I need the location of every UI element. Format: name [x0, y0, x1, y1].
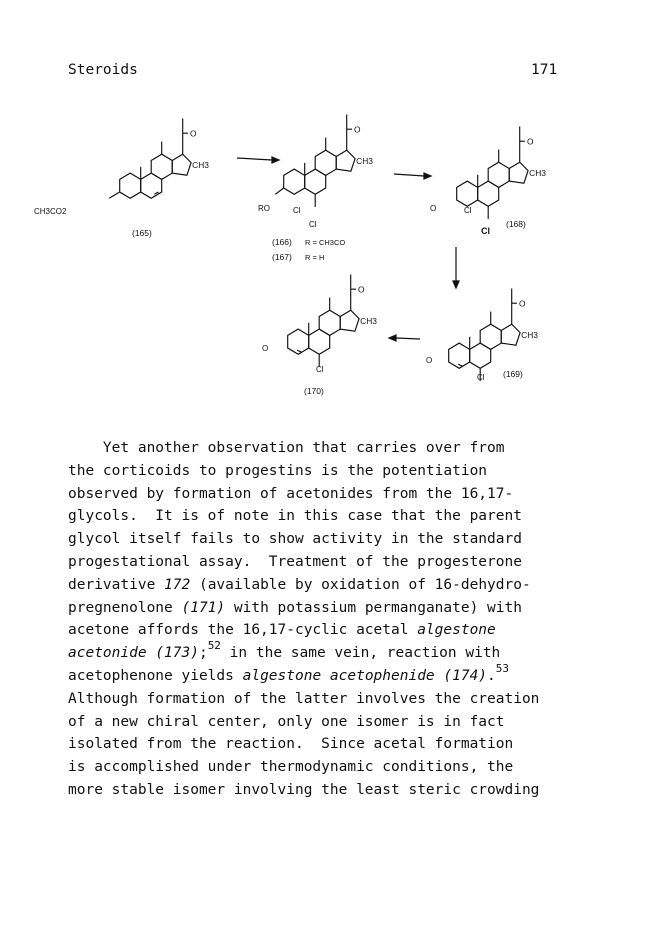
- text-line: pregnenolone (171) with potassium permanganate) with: [68, 599, 522, 616]
- compound-170: [288, 275, 378, 367]
- compound-166-167: [275, 115, 373, 207]
- running-head: Steroids: [68, 62, 138, 78]
- methyl-label: CH3: [521, 329, 538, 340]
- text-line: is accomplished under thermodynamic conditions, the: [68, 759, 514, 776]
- text-line: acetophenone yields algestone acetophenide (174).$^{53}$: [68, 662, 510, 684]
- double-bond-4-5: [297, 350, 301, 352]
- text-line: the corticoids to progestins is the potentiation: [68, 462, 488, 479]
- text-line: derivative 172 (available by oxidation of 16-dehydro-: [68, 576, 531, 593]
- label-167: (167): [272, 252, 292, 262]
- reaction-arrow-3: [453, 247, 459, 288]
- ring-oxo-label: O: [430, 204, 437, 213]
- text-line: acetone affords the 16,17-cyclic acetal algestone: [68, 622, 496, 639]
- label-169: (169): [503, 369, 523, 379]
- methyl-label: CH3: [529, 167, 546, 178]
- label-166: (166): [272, 237, 292, 247]
- ring-oxo-label: O: [262, 344, 269, 353]
- text-line: of a new chiral center, only one isomer is in fact: [68, 713, 505, 730]
- methyl-label: CH3: [360, 315, 377, 326]
- citation-52: 52: [207, 639, 221, 653]
- oxo-label: O: [354, 124, 361, 135]
- text-line: glycol itself fails to show activity in the standard: [68, 531, 522, 548]
- oxo-label: O: [190, 128, 197, 139]
- drug-name: algestone acetophenide (174): [242, 667, 488, 684]
- reaction-scheme: [0, 0, 653, 420]
- label-168: (168): [506, 219, 526, 229]
- compound-169: [449, 289, 539, 381]
- acetoxy-label: CH3CO2: [34, 207, 67, 216]
- ro-label: RO: [258, 204, 270, 213]
- methyl-label: CH3: [356, 155, 373, 166]
- chloro-5-label: Cl: [293, 206, 301, 215]
- chloro-6-label: Cl: [309, 220, 317, 229]
- text-line: Although formation of the latter involves the creation: [68, 690, 540, 707]
- citation-53: 53: [495, 662, 510, 676]
- chloro-6-label: Cl: [316, 365, 324, 374]
- text-line: isolated from the reaction. Since acetal formation: [68, 736, 514, 753]
- compound-165: [109, 119, 209, 199]
- label-165: (165): [132, 228, 152, 238]
- methyl-label: CH3: [192, 159, 209, 170]
- double-bond-4-5: [458, 364, 462, 366]
- oxo-label: O: [527, 136, 534, 147]
- drug-name: algestone: [417, 622, 496, 639]
- text-line: Yet another observation that carries over from: [68, 440, 505, 456]
- text-line: glycols. It is of note in this case that the parent: [68, 508, 522, 525]
- chloro-5-label: Cl: [464, 206, 472, 215]
- chloro-6-label: Cl: [477, 373, 485, 382]
- compound-ref: (171): [181, 599, 226, 616]
- drug-name: acetonide (173): [68, 645, 199, 662]
- ring-oxo-label: O: [426, 356, 433, 365]
- oxo-label: O: [519, 298, 526, 309]
- label-167-definition: R = H: [305, 253, 325, 262]
- chloro-6-label: Cl: [481, 226, 490, 236]
- text-line: progestational assay. Treatment of the progesterone: [68, 553, 522, 570]
- reaction-arrow-4: [389, 335, 420, 341]
- label-166-definition: R = CH3CO: [305, 238, 346, 247]
- text-line: observed by formation of acetonides from the 16,17-: [68, 485, 514, 502]
- reaction-arrow-2: [394, 173, 431, 179]
- compound-ref: 172: [164, 576, 191, 593]
- text-line: acetonide (173);$^{52}$ in the same vein, reaction with: [68, 639, 501, 662]
- body-text: [68, 437, 588, 802]
- reaction-arrow-1: [237, 157, 279, 163]
- page-number: 171: [531, 62, 558, 78]
- label-170: (170): [304, 386, 324, 396]
- text-line: more stable isomer involving the least steric crowding: [68, 781, 540, 798]
- oxo-label: O: [358, 284, 365, 295]
